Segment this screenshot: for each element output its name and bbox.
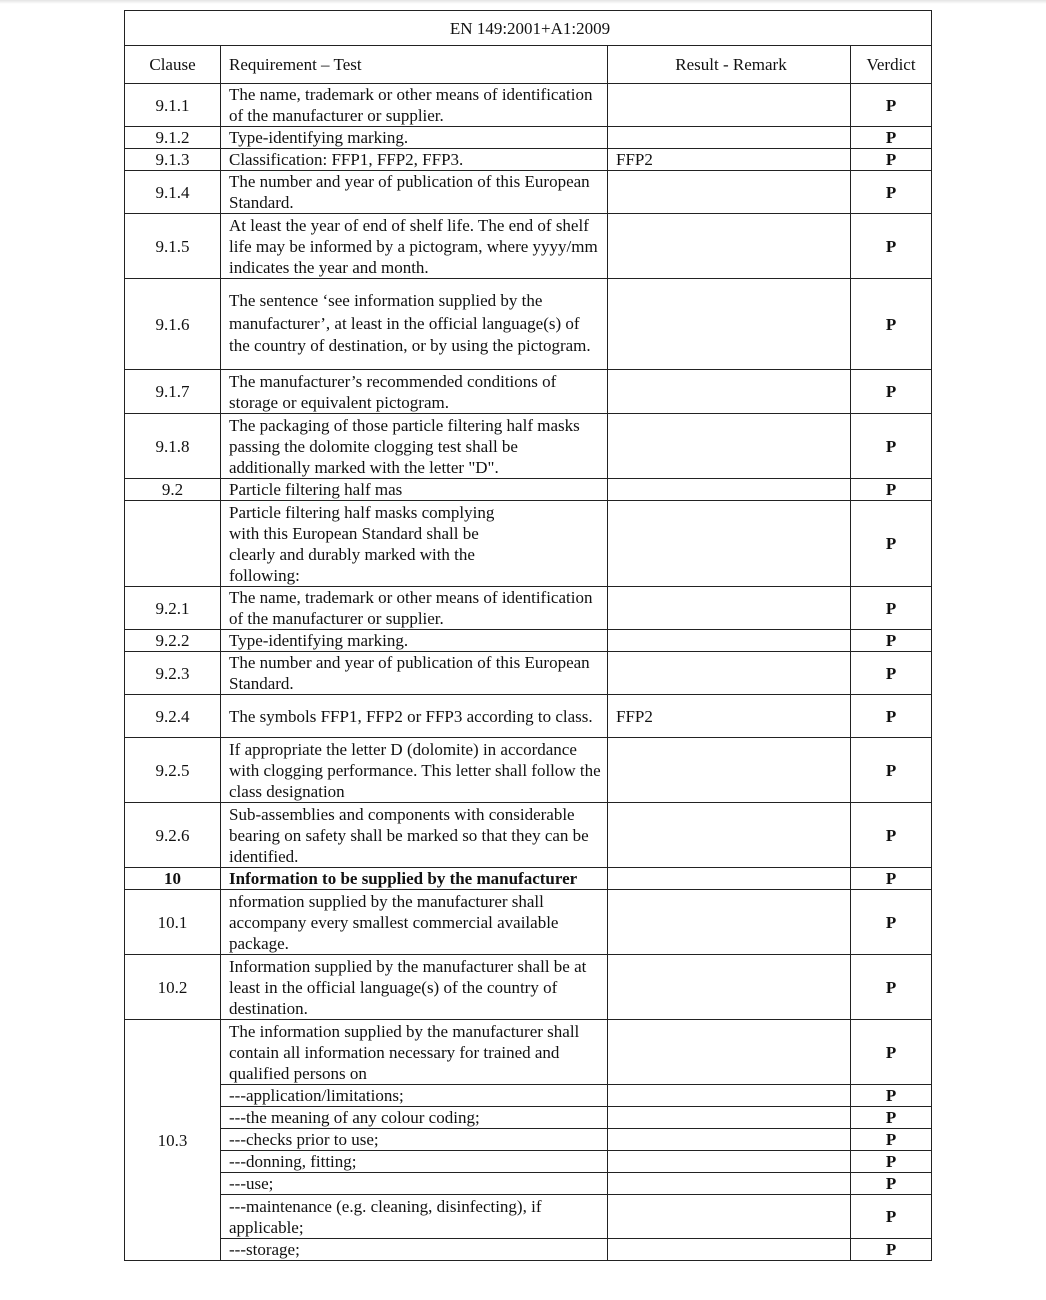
table-row xyxy=(125,171,932,214)
result-cell xyxy=(608,1239,851,1261)
verdict-cell: P xyxy=(851,1195,932,1239)
result-cell xyxy=(608,479,851,501)
requirement-cell: If appropriate the letter D (dolomite) in accordance with clogging performance. This letter shall follow the class designation xyxy=(221,738,608,803)
requirement-cell: ---checks prior to use; xyxy=(221,1129,608,1151)
result-header: Result - Remark xyxy=(608,46,851,84)
clause-cell: 10.2 xyxy=(125,955,221,1020)
verdict-cell: P xyxy=(851,84,932,127)
requirement-cell: The number and year of publication of this European Standard. xyxy=(221,652,608,695)
result-cell xyxy=(608,1085,851,1107)
verdict-cell: P xyxy=(851,279,932,370)
clause-header: Clause xyxy=(125,46,221,84)
requirement-cell: Information to be supplied by the manufacturer xyxy=(221,868,608,890)
verdict-cell: P xyxy=(851,1151,932,1173)
table-row xyxy=(125,1085,932,1107)
requirement-cell: Sub-assemblies and components with considerable bearing on safety shall be marked so that they can be identified. xyxy=(221,803,608,868)
clause-cell xyxy=(125,501,221,587)
result-cell: FFP2 xyxy=(608,695,851,738)
requirement-cell: The name, trademark or other means of identification of the manufacturer or supplier. xyxy=(221,84,608,127)
table-row xyxy=(125,803,932,868)
requirement-cell: ---the meaning of any colour coding; xyxy=(221,1107,608,1129)
column-header-row xyxy=(125,46,932,84)
result-cell xyxy=(608,171,851,214)
requirement-cell: The manufacturer’s recommended conditions of storage or equivalent pictogram. xyxy=(221,370,608,414)
verdict-cell: P xyxy=(851,890,932,955)
verdict-cell: P xyxy=(851,214,932,279)
table-row xyxy=(125,479,932,501)
verdict-cell: P xyxy=(851,414,932,479)
clause-cell: 9.2.6 xyxy=(125,803,221,868)
verdict-header: Verdict xyxy=(851,46,932,84)
verdict-cell: P xyxy=(851,1239,932,1261)
verdict-cell: P xyxy=(851,652,932,695)
table-row xyxy=(125,501,932,587)
requirement-cell: The information supplied by the manufacturer shall contain all information necessary for trained and qualified persons on xyxy=(221,1020,608,1085)
clause-cell: 9.2.2 xyxy=(125,630,221,652)
test-report-table xyxy=(124,10,932,1261)
verdict-cell: P xyxy=(851,1020,932,1085)
table-row xyxy=(125,587,932,630)
result-cell xyxy=(608,955,851,1020)
table-row xyxy=(125,84,932,127)
table-row xyxy=(125,695,932,738)
result-cell xyxy=(608,414,851,479)
verdict-cell: P xyxy=(851,479,932,501)
table-row xyxy=(125,1151,932,1173)
table-row xyxy=(125,955,932,1020)
requirement-cell: nformation supplied by the manufacturer shall accompany every smallest commercial available package. xyxy=(221,890,608,955)
standard-title-row xyxy=(125,11,932,46)
result-cell xyxy=(608,630,851,652)
requirement-cell: Type-identifying marking. xyxy=(221,127,608,149)
clause-cell: 9.2.3 xyxy=(125,652,221,695)
verdict-cell: P xyxy=(851,803,932,868)
clause-cell: 9.2 xyxy=(125,479,221,501)
standard-title: EN 149:2001+A1:2009 xyxy=(125,11,932,46)
clause-cell: 10 xyxy=(125,868,221,890)
result-cell xyxy=(608,127,851,149)
verdict-cell: P xyxy=(851,127,932,149)
requirement-cell: The number and year of publication of this European Standard. xyxy=(221,171,608,214)
requirement-cell: The name, trademark or other means of identification of the manufacturer or supplier. xyxy=(221,587,608,630)
requirement-cell: The sentence ‘see information supplied by the manufacturer’, at least in the official language(s) of the country of destination, or by using the pictogram. xyxy=(221,279,608,370)
result-cell xyxy=(608,890,851,955)
verdict-cell: P xyxy=(851,1129,932,1151)
table-row xyxy=(125,738,932,803)
result-cell xyxy=(608,84,851,127)
verdict-cell: P xyxy=(851,1085,932,1107)
result-cell xyxy=(608,803,851,868)
verdict-cell: P xyxy=(851,868,932,890)
clause-cell: 9.1.8 xyxy=(125,414,221,479)
verdict-cell: P xyxy=(851,1173,932,1195)
table-row xyxy=(125,1173,932,1195)
verdict-cell: P xyxy=(851,171,932,214)
requirement-cell: The packaging of those particle filtering half masks passing the dolomite clogging test shall be additionally marked with the letter "D". xyxy=(221,414,608,479)
requirement-cell: Type-identifying marking. xyxy=(221,630,608,652)
clause-cell: 9.1.4 xyxy=(125,171,221,214)
clause-cell: 9.2.5 xyxy=(125,738,221,803)
verdict-cell: P xyxy=(851,370,932,414)
requirement-cell: ---application/limitations; xyxy=(221,1085,608,1107)
table-row xyxy=(125,890,932,955)
table-row xyxy=(125,1020,932,1085)
result-cell xyxy=(608,1195,851,1239)
table-row xyxy=(125,1107,932,1129)
result-cell xyxy=(608,652,851,695)
verdict-cell: P xyxy=(851,1107,932,1129)
result-cell xyxy=(608,214,851,279)
requirement-cell: ---maintenance (e.g. cleaning, disinfecting), if applicable; xyxy=(221,1195,608,1239)
result-cell xyxy=(608,587,851,630)
requirement-cell: ---use; xyxy=(221,1173,608,1195)
verdict-cell: P xyxy=(851,738,932,803)
clause-cell: 9.1.7 xyxy=(125,370,221,414)
requirement-cell: At least the year of end of shelf life. The end of shelf life may be informed by a pictogram, where yyyy/mm indicates the year and month. xyxy=(221,214,608,279)
requirement-cell: Particle filtering half masks complying with this European Standard shall be clearly and durably marked with the following: xyxy=(221,501,608,587)
verdict-cell: P xyxy=(851,587,932,630)
table-row xyxy=(125,1129,932,1151)
result-cell xyxy=(608,279,851,370)
result-cell: FFP2 xyxy=(608,149,851,171)
requirement-cell: Information supplied by the manufacturer shall be at least in the official language(s) of the country of destination. xyxy=(221,955,608,1020)
table-row xyxy=(125,652,932,695)
requirement-cell: The symbols FFP1, FFP2 or FFP3 according to class. xyxy=(221,695,608,738)
clause-cell: 10.3 xyxy=(125,1020,221,1261)
result-cell xyxy=(608,1020,851,1085)
clause-cell: 10.1 xyxy=(125,890,221,955)
clause-cell: 9.1.1 xyxy=(125,84,221,127)
verdict-cell: P xyxy=(851,630,932,652)
result-cell xyxy=(608,1129,851,1151)
requirement-cell: ---storage; xyxy=(221,1239,608,1261)
table-row xyxy=(125,279,932,370)
result-cell xyxy=(608,1173,851,1195)
table-row xyxy=(125,414,932,479)
requirement-cell: Classification: FFP1, FFP2, FFP3. xyxy=(221,149,608,171)
verdict-cell: P xyxy=(851,955,932,1020)
result-cell xyxy=(608,370,851,414)
verdict-cell: P xyxy=(851,501,932,587)
result-cell xyxy=(608,1107,851,1129)
result-cell xyxy=(608,868,851,890)
clause-cell: 9.2.1 xyxy=(125,587,221,630)
table-row xyxy=(125,1195,932,1239)
table-row xyxy=(125,630,932,652)
clause-cell: 9.2.4 xyxy=(125,695,221,738)
clause-cell: 9.1.2 xyxy=(125,127,221,149)
result-cell xyxy=(608,738,851,803)
requirement-cell: Particle filtering half mas xyxy=(221,479,608,501)
table-row xyxy=(125,214,932,279)
verdict-cell: P xyxy=(851,149,932,171)
result-cell xyxy=(608,1151,851,1173)
clause-cell: 9.1.6 xyxy=(125,279,221,370)
table-row xyxy=(125,127,932,149)
requirement-header: Requirement – Test xyxy=(221,46,608,84)
result-cell xyxy=(608,501,851,587)
table-row xyxy=(125,149,932,171)
verdict-cell: P xyxy=(851,695,932,738)
clause-cell: 9.1.3 xyxy=(125,149,221,171)
page-top-shadow xyxy=(0,0,1046,4)
table-row xyxy=(125,868,932,890)
clause-cell: 9.1.5 xyxy=(125,214,221,279)
requirement-cell: ---donning, fitting; xyxy=(221,1151,608,1173)
table-row xyxy=(125,1239,932,1261)
table-row xyxy=(125,370,932,414)
